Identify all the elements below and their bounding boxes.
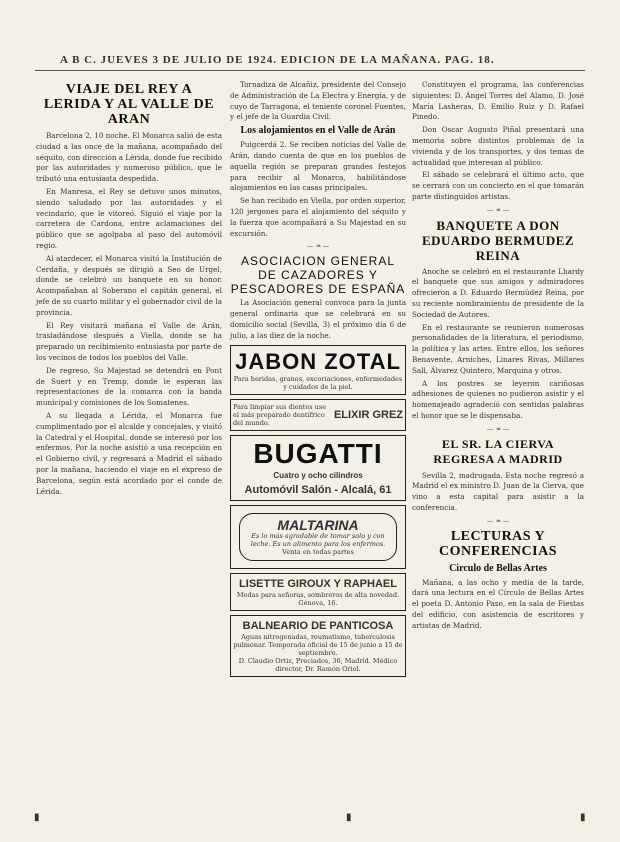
article-paragraph: Constituyen el programa, las conferencias siguientes: D. Ángel Torres del Alamo, D. José María Lasheras, D. Emilio Ruiz y D. Rafael Pinedo. — [412, 80, 584, 122]
article-subtitle-circulo: Circulo de Bellas Artes — [449, 562, 547, 574]
column-1 — [36, 80, 222, 499]
column-2 — [230, 80, 406, 677]
ad-jabon-zotal — [230, 345, 406, 395]
fold-mark-right: ▮ — [580, 812, 586, 823]
article-paragraph: Don Oscar Augusto Piñal presentará una memoria sobre distintos problemas de la vivienda y de los transportes, y dos temas de actualidad que interesan al público. — [412, 125, 584, 167]
article-paragraph: En Manresa, el Rey se detuvo unos minutos, siendo saludado por las autoridades y el vecindario, que le vitoreó. Siguió el viaje por la carretera de Cardona, entre aclamaciones del público que se agolpaba al paso del automóvil regio. — [36, 186, 222, 250]
article-paragraph: El Rey visitará mañana el Valle de Arán, trasladándose después a Viella, donde se ha preparado un recibimiento entusiasta por parte de los vecinos de todos los pueblos del Valle. — [36, 320, 222, 362]
separator-ornament: — ❧ — — [486, 516, 510, 525]
ad-maltarina-title: MALTARINA — [277, 517, 359, 534]
page-header: A B C. JUEVES 3 DE JULIO DE 1924. EDICION DE LA MAÑANA. PAG. 18. — [60, 54, 495, 66]
ad-elixir-grez-text: Para limpiar sus dientes use el más preparado dentífrico del mundo. — [233, 403, 327, 428]
ad-panticosa-title: BALNEARIO DE PANTICOSA — [242, 620, 394, 633]
article-paragraph: Al atardecer, el Monarca visitó la Institución de Cerdaña, y después se dirigió a Seo de Urgel, donde se celebró un banquete en su honor. Acompañaban al Soberano el capitán general, el jefe de su cuarto militar y el gobernador civil de la provincia. — [36, 253, 222, 317]
article-subtitle-alojamientos: Los alojamientos en el Valle de Arán — [240, 125, 396, 137]
article-title-viaje-rey: VIAJE DEL REY A LERIDA Y AL VALLE DE ARAN — [43, 82, 215, 127]
ad-asociacion-title: ASOCIACION GENERAL DE CAZADORES Y PESCADORES DE ESPAÑA — [230, 254, 406, 297]
column-3 — [412, 80, 584, 633]
ad-maltarina-text: Es lo más agradable de tomar solo y con leche. Es un alimento para los enfermos. — [250, 532, 386, 549]
ad-bugatti-sub: Cuatro y ocho cilindros — [273, 471, 363, 481]
article-title-banquete: BANQUETE A DON EDUARDO BERMUDEZ REINA — [421, 217, 575, 263]
ad-elixir-grez-title: ELIXIR GREZ — [333, 409, 403, 422]
separator-ornament: — ❧ — — [306, 242, 330, 251]
ad-lisette — [230, 573, 406, 611]
ad-panticosa-text: Aguas nitrogenadas, reumatismo, tuberculosis pulmonar. Temporada oficial de 15 de junio a 15 de septiembre. — [233, 633, 403, 658]
article-title-lecturas: LECTURAS Y CONFERENCIAS — [438, 528, 557, 559]
ad-lisette-text: Modas para señoras, sombreros de alta novedad. Génova, 16. — [236, 591, 400, 608]
ad-maltarina-frame — [239, 513, 397, 561]
ad-bugatti-title: BUGATTI — [253, 438, 383, 470]
separator-ornament: — ❧ — — [486, 205, 510, 214]
article-paragraph: Mañana, a las ocho y media de la tarde, dará una lectura en el Círculo de Bellas Artes el poeta D. Antonio Paso, en la sala de Fiestas del edificio, con asistencia de escritores y artistas de Madrid. — [412, 577, 584, 630]
ad-bugatti — [230, 435, 406, 501]
article-paragraph: Se han recibido en Viella, por orden superior, 120 jergones para el alojamiento del séquito y la fuerza que acompañará a Su Majestad en su excursión. — [230, 196, 406, 238]
article-paragraph: Anoche se celebró en el restaurante Lhardy el banquete que sus amigos y admiradores ofrecieron a D. Eduardo Bermúdez Reina, por su reciente nombramiento de presidente de la Sociedad de Autores. — [412, 266, 584, 319]
article-paragraph: A su llegada a Lérida, el Monarca fue cumplimentado por el alcalde y concejales, y visitó la Catedral y el Hospital, donde se interesó por los enfermos. Por la noche asistió a una recepción en el Gobierno civil, y regresará a Madrid el sábado por la mañana, haciendo el viaje en el expreso de Barcelona, según está acordado por el conde de Lérida. — [36, 410, 222, 496]
article-paragraph: A los postres se leyeron cariñosas adhesiones de quienes no pudieron asistir y el homenajeado agradeció con sentidas palabras el honor que se le dispensaba. — [412, 378, 584, 420]
ad-maltarina — [230, 505, 406, 569]
ad-jabon-zotal-title: JABON ZOTAL — [235, 349, 401, 375]
header-rule — [35, 70, 585, 71]
ad-jabon-zotal-text: Para heridas, granos, excoriaciones, enfermedades y cuidados de la piel. — [233, 375, 403, 392]
ad-maltarina-sub: Venta en todas partes — [282, 548, 354, 557]
fold-mark-center: ▮ — [346, 812, 352, 823]
article-paragraph: Tornadiza de Alcañiz, presidente del Consejo de Administración de La Electra y Energía, y de cuyo de Tarragona, el teniente coronel Fuentes, y el jefe de la Guardia Civil. — [230, 80, 406, 122]
ad-panticosa-address: D. Claudio Ortiz, Preciados, 36, Madrid. Médico director, Dr. Ramón Oriol. — [238, 657, 398, 674]
ad-bugatti-address: Automóvil Salón - Alcalá, 61 — [244, 484, 392, 497]
article-title-la-cierva: EL SR. LA CIERVA REGRESA A MADRID — [433, 436, 563, 466]
ad-lisette-title: LISETTE GIROUX Y RAPHAEL — [239, 578, 397, 591]
article-paragraph: Puigcerdá 2. Se reciben noticias del Valle de Arán, dando cuenta de que en los pueblos de aquella región se preparan grandes festejos para recibir al Monarca, habilitándose alojamientos en las casas principales. — [230, 140, 406, 193]
article-paragraph: De regreso, Su Majestad se detendrá en Pont de Suert y en Tremp, donde le esperan las representaciones de la comarca con la banda municipal y comisiones de los Somatenes. — [36, 365, 222, 408]
ad-panticosa — [230, 615, 406, 677]
article-paragraph: El sábado se celebrará el último acto, que se cerrará con un concierto en el que tomarán parte distinguidos artistas. — [412, 170, 584, 201]
article-paragraph: Barcelona 2, 10 noche. El Monarca salió de esta ciudad a las once de la mañana, acompañado del séquito, con dirección a Lérida, donde fue recibido por las autoridades y numeroso público, que le tributó una entusiasta despedida. — [36, 131, 223, 184]
article-paragraph: En el restaurante se reunieron numerosas personalidades de la literatura, el periodismo, la política y las artes. Entre ellos, los señores Benavente, Arniches, Linares Rivas, Millares Sall, Álvarez Quintero, Marquina y otros. — [412, 322, 584, 375]
ad-asociacion-text: La Asociación general convoca para la junta general ordinaria que se celebrará en su domicilio social (Sevilla, 3) el próximo día 6 de julio, a las diez de la noche. — [230, 298, 406, 340]
article-paragraph: Sevilla 2, madrugada. Esta noche regresó a Madrid el ex ministro D. Juan de la Cierva, que vino a esta capital para asistir a la conferencia. — [412, 470, 584, 512]
fold-mark-left: ▮ — [34, 812, 40, 823]
ad-elixir-grez — [230, 399, 406, 431]
separator-ornament: — ❧ — — [486, 424, 510, 433]
